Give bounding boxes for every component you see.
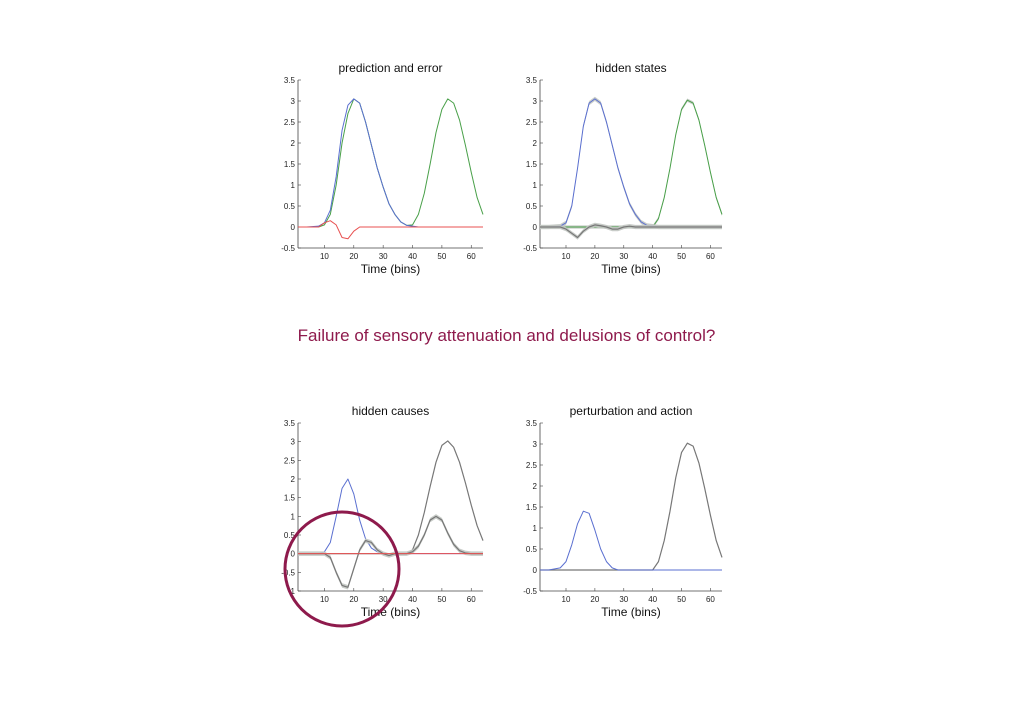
x-axis-label: Time (bins): [360, 605, 421, 619]
chart-title: hidden causes: [351, 404, 430, 418]
y-tick-label: 3: [290, 437, 295, 447]
x-tick-label: 50: [437, 252, 447, 261]
y-tick-label: 3.5: [525, 419, 537, 428]
y-tick-label: 3.5: [525, 76, 537, 85]
series-1-line: [540, 443, 722, 570]
x-tick-label: 50: [677, 595, 687, 604]
x-tick-label: 30: [378, 595, 388, 604]
x-tick-label: 10: [561, 595, 571, 604]
x-tick-label: 30: [378, 252, 388, 261]
series-2-confidence-band: [540, 97, 722, 229]
y-tick-label: 3.5: [283, 419, 295, 428]
x-tick-label: 60: [705, 595, 715, 604]
y-tick-label: 3: [532, 440, 537, 449]
y-tick-label: -0.5: [523, 587, 537, 596]
x-tick-label: 40: [648, 595, 658, 604]
y-tick-label: 0.5: [525, 545, 537, 554]
y-tick-label: -1: [287, 587, 295, 596]
y-tick-label: 1: [532, 181, 537, 190]
y-tick-label: 2.5: [525, 118, 537, 127]
x-tick-label: 40: [648, 252, 658, 261]
x-tick-label: 20: [590, 595, 600, 604]
y-tick-label: 0: [290, 223, 295, 232]
x-tick-label: 50: [437, 595, 447, 604]
y-tick-label: 2: [290, 139, 295, 148]
x-tick-label: 20: [590, 252, 600, 261]
series-2-line: [540, 511, 722, 570]
y-tick-label: 2.5: [283, 118, 295, 127]
chart-1: [281, 61, 483, 276]
y-tick-label: 1.5: [525, 503, 537, 512]
x-tick-label: 20: [349, 595, 359, 604]
y-tick-label: 3.5: [283, 76, 295, 85]
x-axis-label: Time (bins): [601, 605, 661, 619]
y-tick-label: 0: [532, 566, 537, 575]
slide-title: Failure of sensory attenuation and delusions of control?: [297, 326, 716, 345]
y-tick-label: 2: [532, 482, 537, 491]
y-tick-label: 0: [290, 549, 295, 559]
y-tick-label: 3: [532, 97, 537, 106]
y-tick-label: 2: [290, 475, 295, 484]
highlight-circle: [285, 512, 399, 626]
series-3-line: [298, 516, 483, 587]
series-2-line: [298, 479, 483, 554]
chart-title: prediction and error: [338, 61, 443, 75]
x-tick-label: 10: [561, 252, 571, 261]
y-tick-label: -0.5: [523, 244, 537, 253]
chart-title: perturbation and action: [569, 404, 693, 418]
y-tick-label: 0: [532, 223, 537, 232]
y-tick-label: 1.5: [525, 160, 537, 169]
y-tick-label: 0.5: [525, 202, 537, 211]
series-1-confidence-band: [540, 98, 722, 228]
x-axis-label: Time (bins): [360, 262, 421, 276]
x-tick-label: 60: [466, 252, 476, 261]
chart-4: [523, 404, 722, 619]
series-3-confidence-band: [298, 514, 483, 589]
x-tick-label: 60: [466, 595, 476, 604]
y-tick-label: 1.5: [283, 493, 295, 503]
y-tick-label: 1: [532, 524, 537, 533]
y-tick-label: 2.5: [283, 456, 295, 466]
y-tick-label: 0.5: [283, 202, 295, 211]
y-tick-label: 1: [290, 181, 295, 190]
x-tick-label: 10: [319, 252, 329, 261]
series-1-line: [298, 99, 483, 227]
series-2-line: [298, 99, 483, 227]
x-tick-label: 30: [619, 595, 629, 604]
y-tick-label: 1.5: [283, 160, 295, 169]
x-tick-label: 40: [408, 595, 417, 604]
y-tick-label: 2: [532, 139, 537, 148]
x-tick-label: 20: [349, 252, 359, 261]
y-tick-label: 1: [290, 512, 295, 522]
x-tick-label: 60: [705, 252, 715, 261]
x-tick-label: 30: [619, 252, 629, 261]
y-tick-label: -0.5: [281, 244, 295, 253]
chart-title: hidden states: [595, 61, 667, 75]
chart-2: [523, 61, 722, 276]
x-tick-label: 50: [677, 252, 687, 261]
y-tick-label: -0.5: [281, 568, 295, 578]
x-axis-label: Time (bins): [601, 262, 661, 276]
y-tick-label: 2.5: [525, 461, 537, 470]
x-tick-label: 10: [319, 595, 329, 604]
chart-3: [281, 404, 483, 619]
y-tick-label: 3: [290, 97, 295, 106]
y-tick-label: 0.5: [283, 531, 295, 540]
x-tick-label: 40: [408, 252, 417, 261]
